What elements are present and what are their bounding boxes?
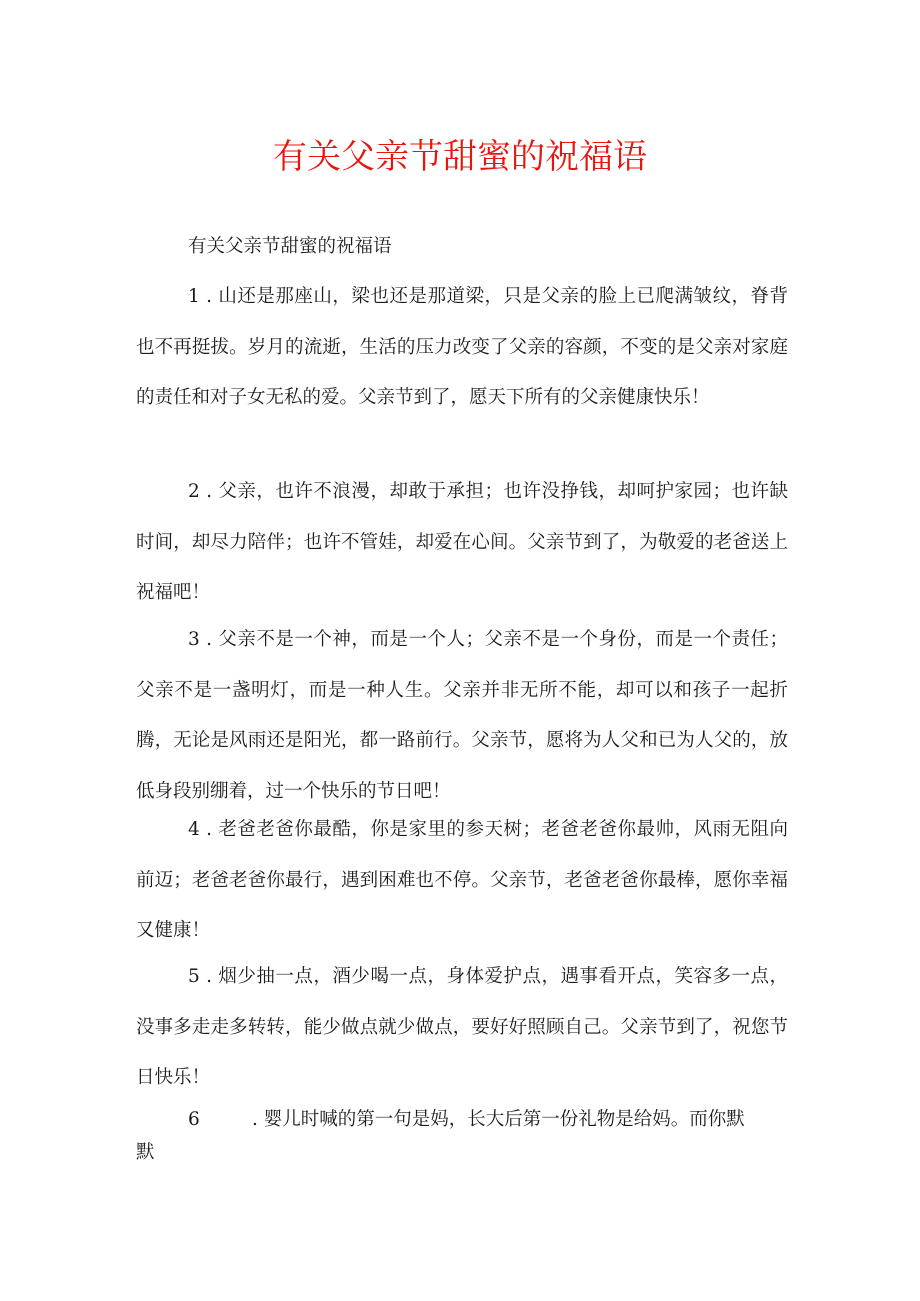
paragraph-5: 5 . 烟少抽一点，酒少喝一点，身体爱护点，遇事看开点，笑容多一点，没事多走走多转转，能少做点就少做点，要好好照顾自己。父亲节到了，祝您节日快乐！: [136, 966, 788, 1089]
paragraph-6-continuation: 默: [136, 1142, 155, 1163]
paragraph-3: 3 . 父亲不是一个神，而是一个人；父亲不是一个身份，而是一个责任；父亲不是一盏明灯，而是一种人生。父亲并非无所不能，却可以和孩子一起折腾，无论是风雨还是阳光，都一路前行。父亲节，愿将为人父和已为人父的，放低身段别绷着，过一个快乐的节日吧！: [136, 629, 788, 803]
paragraph-2: 2 . 父亲，也许不浪漫，却敢于承担；也许没挣钱，却呵护家园；也许缺时间，却尽力陪伴；也许不管娃，却爱在心间。父亲节到了，为敬爱的老爸送上祝福吧！: [136, 481, 788, 604]
document-title: 有关父亲节甜蜜的祝福语: [273, 137, 647, 177]
paragraph-6-number: 6: [188, 1109, 200, 1130]
paragraph-6-text: . 婴儿时喊的第一句是妈，长大后第一份礼物是给妈。而你默: [252, 1109, 745, 1130]
paragraph-1: 1 . 山还是那座山，梁也还是那道梁，只是父亲的脸上已爬满皱纹，脊背也不再挺拔。岁月的流逝，生活的压力改变了父亲的容颜，不变的是父亲对家庭的责任和对子女无私的爱。父亲节到了，愿天下所有的父亲健康快乐！: [136, 286, 788, 409]
paragraph-4: 4 . 老爸老爸你最酷，你是家里的参天树；老爸老爸你最帅，风雨无阻向前迈；老爸老爸你最行，遇到困难也不停。父亲节，老爸老爸你最棒，愿你幸福又健康！: [136, 819, 788, 942]
document-subtitle: 有关父亲节甜蜜的祝福语: [188, 236, 392, 257]
